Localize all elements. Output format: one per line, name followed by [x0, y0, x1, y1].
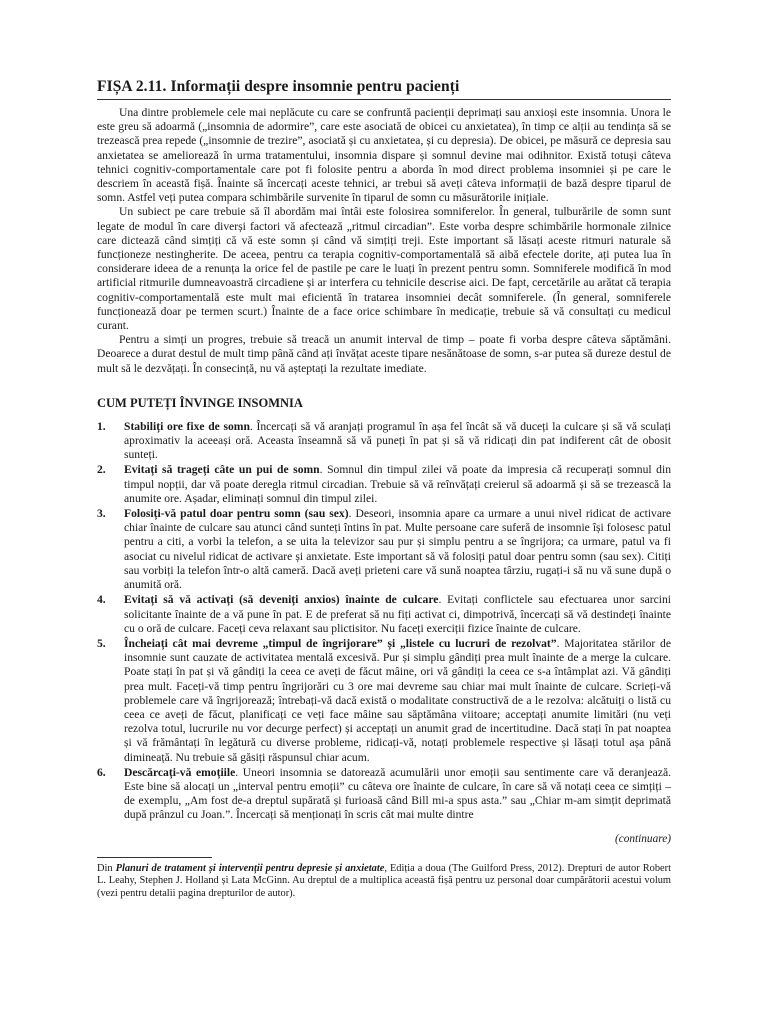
list-item: [97, 463, 671, 506]
item-text: . Uneori insomnia se datorează acumulării unor emoții sau sentimente care vă deranjează. Este bine să alocați un „interval pentru emoții” cu câteva ore înainte de culcare, în care să vă notați ceea ce simțiți – de exemplu, „Am fost de-a dreptul supărată și furioasă când Bill mi-a spus asta.” sau „Chiar m-am simțit deprimată după prânzul cu Joan.”. Încercați să menționați în scris cât mai multe dintre: [124, 765, 671, 822]
item-lead: Evitați să vă activați (să deveniți anxios) înainte de culcare: [124, 593, 439, 607]
footnote-rest: , Ediția a doua (The Guilford Press, 2012). Drepturi de autor Robert L. Leahy, Stephen J. Holland și Lata McGinn. Au dreptul de a multiplica această fișă pentru uz personal doar cumpărătorii acestui volum (vezi pentru detalii pagina drepturilor de autor).: [97, 862, 671, 899]
item-text: . Evitați conflictele sau efectuarea unor sarcini solicitante înainte de a vă pune în pat. E de preferat să nu fiți activat ci, dimpotrivă, încercați să vă destindeți înainte cu o oră de culcare. Faceți ceva relaxant sau plictisitor. Nu faceți exerciții fizice înainte de culcare.: [124, 593, 671, 635]
item-number: 5.: [97, 636, 106, 650]
list-item: [97, 420, 671, 463]
list-item: [97, 637, 671, 765]
item-text: . Deseori, insomnia apare ca urmare a unui nivel ridicat de activare chiar înainte de culcare sau atunci când sunteți întins în pat. Multe persoane care suferă de insomnie își folosesc patul pentru a citi, a vorbi la telefon, a se uita la televizor sau pur și simplu pentru a se îngrijora; ca urmare, patul va fi asociat cu nivelul ridicat de activare și anxietate. Este important să vă folosiți patul doar pentru somn (sau sex). Citiți sau vorbiți la telefon într-o altă cameră. Dacă aveți prieteni care vă sună noaptea târziu, rugați-i să nu vă sune după o anumită oră.: [124, 507, 671, 592]
technique-list: [97, 420, 671, 823]
item-lead: Descărcați-vă emoțiile: [124, 765, 236, 779]
item-lead: Evitați să trageți câte un pui de somn: [124, 463, 320, 477]
section-heading: CUM PUTEȚI ÎNVINGE INSOMNIA: [97, 395, 303, 410]
item-number: 2.: [97, 463, 106, 477]
progress-paragraph: Pentru a simți un progres, trebuie să treacă un anumit interval de timp – poate fi vorba despre câteva săptămâni. Deoarece a durat destul de mult timp până când ați învățat aceste tipare nesănătoase de somn, s-ar putea să dureze destul de mult să le dezvățați. În consecință, nu vă așteptați la rezultate imediate.: [97, 333, 671, 375]
list-item: [97, 507, 671, 592]
item-lead: Încheiați cât mai devreme „timpul de îngrijorare” și „listele cu lucruri de rezolvat”: [124, 636, 557, 650]
item-text: . Somnul din timpul zilei vă poate da impresia că recuperați somnul din timpul nopții, dar vă poate deregla ritmul circadian. Trebuie să vă reînvățați creierul să adoarmă și să se trezească la anumite ore. Așadar, eliminați somnul din timpul zilei.: [124, 463, 671, 505]
item-number: 3.: [97, 507, 106, 521]
list-item: [97, 766, 671, 823]
item-number: 1.: [97, 419, 106, 433]
handout-page: [97, 78, 671, 900]
sleeping-pills-paragraph: Un subiect pe care trebuie să îl abordăm mai întâi este folosirea somniferelor. În general, tulburările de somn sunt legate de modul în care diverși factori vă afectează „ritmul circadian”. Este vorba despre schimbările hormonale zilnice care dictează când simțiți că vă este somn și când vă simțiți treji. Este important să lăsați aceste ritmuri naturale să funcționeze nestingherite. De aceea, pentru ca terapia cognitiv-comportamentală să aibă efectele dorite, ați putea lua în considerare ideea de a renunța la orice fel de pastile pe care le luați în prezent pentru somn. Somniferele modifică în mod artificial ritmurile dumneavoastră circadiene și ar interfera cu tehnicile descrise aici. De fapt, cercetările au arătat că terapia cognitiv-comportamentală este mult mai eficientă în tratarea insomniei decât somniferele. (În general, somniferele funcționează doar pe termen scurt.) Înainte de a face orice schimbare în medicație, trebuie să vă consultați cu medicul curant.: [97, 205, 671, 333]
page-title: FIȘA 2.11. Informații despre insomnie pentru pacienți: [97, 78, 671, 100]
footnote-divider: [97, 857, 212, 858]
footnote-prefix: Din: [97, 862, 116, 874]
item-text: . Majoritatea stărilor de insomnie sunt cauzate de activitatea mentală excesivă. Pur și simplu gândiți prea mult înainte de a merge la culcare. Poate stați în pat și vă gândiți la ceea ce aveți de făcut mâine, ori vă gândiți la ceea ce s-a întâmplat azi. Vă gândiți prea mult. Faceți-vă timp pentru îngrijorări cu 3 ore mai devreme sau chiar mai mult înainte de culcare. Scrieți-vă problemele care vă îngrijorează; întrebați-vă dacă există o modalitate constructivă de a le rezolva: alcătuiți o listă cu ceea ce aveți de făcut, planificați ce veți face mâine sau săptămâna viitoare; acceptați anumite limitări (nu veți rezolva totul, lucrurile nu vor decurge perfect) și acceptați un anumit grad de incertitudine. Dacă stați în pat noaptea și vă frământați în legătură cu diverse probleme, ridicați-vă, notați problemele respective și lăsați totul așa până dimineață. Nu trebuie să găsiți răspunsul chiar acum.: [124, 636, 671, 764]
item-number: 6.: [97, 765, 106, 779]
item-number: 4.: [97, 593, 106, 607]
footnote: [97, 863, 671, 901]
item-lead: Folosiți-vă patul doar pentru somn (sau sex): [124, 507, 349, 521]
item-lead: Stabiliți ore fixe de somn: [124, 419, 250, 433]
footnote-book-title: Planuri de tratament și intervenții pentru depresie și anxietate: [115, 862, 385, 874]
item-text: . Încercați să vă aranjați programul în așa fel încât să vă duceți la culcare și să vă sculați aproximativ la aceeași oră. Aceasta înseamnă să vă puneți în pat și să vă ridicați din pat indiferent cât de obosit sunteți.: [124, 419, 672, 462]
continuation-label: (continuare): [614, 832, 671, 845]
list-item: [97, 593, 671, 636]
intro-paragraph: Una dintre problemele cele mai neplăcute cu care se confruntă pacienții deprimați sau anxioși este insomnia. Unora le este greu să adoarmă („insomnia de adormire”, care este asociată de obicei cu anxietatea), în timp ce alții au tendința să se trezească prea repede („insomnie de trezire”, asociată și cu anxietatea, și cu depresia). De obicei, pe măsură ce depresia sau anxietatea se ameliorează în urma tratamentului, insomnia dispare și somnul devine mai odihnitor. Există totuși câteva tehnici cognitiv-comportamentale care pot fi folosite pentru a aborda în mod direct problema insomniei și pe care le descriem în această fișă. Înainte să încercați aceste tehnici, ar trebui să aveți câteva informații de bază despre tiparul de somn. Astfel veți putea compara schimbările survenite în tiparul de somn cu măsurătorile inițiale.: [97, 106, 671, 205]
